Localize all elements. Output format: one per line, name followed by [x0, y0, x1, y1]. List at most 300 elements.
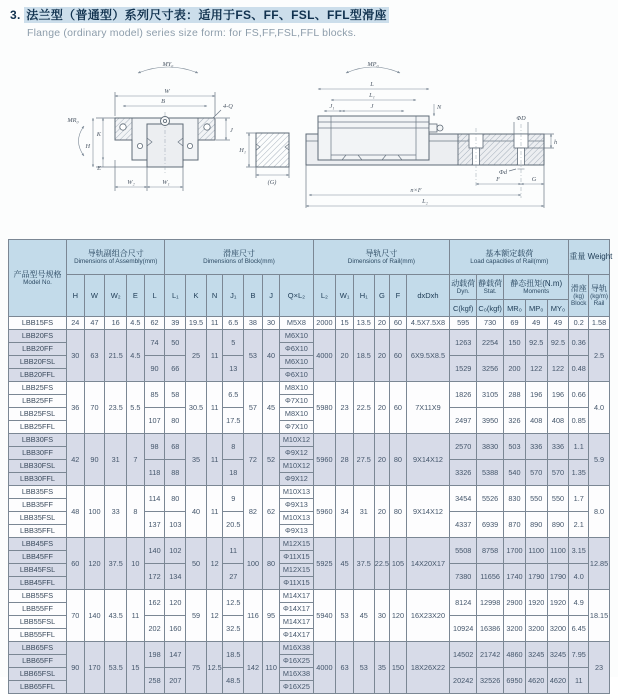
header-label: 产品型号规格 — [13, 269, 62, 279]
value-cell: 150 — [390, 642, 407, 694]
table-row — [9, 330, 610, 343]
model-cell: LBB30FS — [9, 434, 67, 447]
value-cell: 0.36 — [569, 330, 589, 356]
value-cell: Φ14X17 — [280, 629, 313, 642]
dim-label-w1: W₁ — [162, 179, 170, 186]
value-cell: 5508 — [450, 538, 477, 564]
header-label: (kg/m) — [590, 292, 608, 300]
value-cell: 32.5 — [223, 616, 244, 642]
value-cell: 85 — [144, 382, 165, 408]
value-cell: 4337 — [450, 512, 477, 538]
value-cell: 103 — [165, 512, 186, 538]
value-cell: 0.2 — [569, 317, 589, 330]
value-cell: 870 — [504, 512, 526, 538]
value-cell: 20242 — [450, 668, 477, 694]
value-cell: 2.5 — [589, 330, 610, 382]
value-cell: Φ9X13 — [280, 525, 313, 538]
header-cell — [477, 300, 504, 317]
value-cell: 33 — [105, 486, 127, 538]
value-cell: 11 — [127, 590, 145, 642]
size-table-wrap — [8, 239, 613, 694]
header-cell — [186, 275, 207, 317]
dim-label-w: W — [164, 88, 170, 95]
model-cell: LBB65FS — [9, 642, 67, 655]
value-cell: M6X10 — [280, 356, 313, 369]
value-cell: 7380 — [450, 564, 477, 590]
value-cell: Φ16X25 — [280, 681, 313, 694]
header-label: Dimensions of Block(mm) — [203, 257, 275, 265]
value-cell: 122 — [547, 356, 569, 382]
value-cell: 22.5 — [374, 538, 390, 590]
model-cell: LBB65FFL — [9, 681, 67, 694]
value-cell: 43.5 — [105, 590, 127, 642]
model-cell: LBB20FSL — [9, 356, 67, 369]
value-cell: 23.5 — [105, 382, 127, 434]
value-cell: 18.5 — [353, 330, 374, 382]
dim-label-b: B — [161, 98, 165, 105]
value-cell: 37.5 — [105, 538, 127, 590]
value-cell: 5960 — [313, 486, 336, 538]
value-cell: 137 — [144, 512, 165, 538]
header-cell — [262, 275, 280, 317]
value-cell: 35 — [374, 642, 390, 694]
header-label: K — [193, 291, 199, 300]
value-cell: 80 — [165, 408, 186, 434]
value-cell: 30 — [67, 330, 85, 382]
value-cell: M8X10 — [280, 382, 313, 395]
value-cell: 4.9 — [569, 590, 589, 616]
header-cell — [144, 275, 165, 317]
value-cell: 5.9 — [589, 434, 610, 486]
model-cell: LBB30FSL — [9, 460, 67, 473]
value-cell: 21.5 — [105, 330, 127, 382]
value-cell: 12.5 — [206, 642, 223, 694]
model-cell: LBB45FFL — [9, 577, 67, 590]
value-cell: 326 — [504, 408, 526, 434]
header-label: (kg) — [573, 292, 585, 300]
value-cell: 8 — [223, 434, 244, 460]
table-row — [9, 642, 610, 655]
table-row — [9, 382, 610, 395]
value-cell: 3326 — [450, 460, 477, 486]
page-subtitle: Flange (ordinary model) series size form: for FS,FF,FSL,FFL blocks. — [27, 27, 357, 39]
value-cell: 31 — [105, 434, 127, 486]
value-cell: 110 — [262, 642, 280, 694]
value-cell: 10924 — [450, 616, 477, 642]
value-cell: 3950 — [477, 408, 504, 434]
value-cell: 730 — [477, 317, 504, 330]
value-cell: 35 — [186, 434, 207, 486]
header-cell — [127, 275, 145, 317]
model-cell: LBB45FSL — [9, 564, 67, 577]
value-cell: 1529 — [450, 356, 477, 382]
table-body — [9, 317, 610, 694]
value-cell: 503 — [504, 434, 526, 460]
header-label: Rail — [593, 300, 605, 308]
value-cell: M5X8 — [280, 317, 313, 330]
dim-label-phid: Φd — [499, 169, 507, 176]
value-cell: M10X13 — [280, 486, 313, 499]
value-cell: 150 — [504, 330, 526, 356]
value-cell: 18.5 — [223, 642, 244, 668]
header-label: L — [152, 291, 157, 300]
value-cell: 1740 — [504, 564, 526, 590]
header-label: L₁ — [171, 291, 179, 300]
header-row — [9, 240, 610, 275]
value-cell: 3454 — [450, 486, 477, 512]
header-cell — [390, 275, 407, 317]
value-cell: 550 — [547, 486, 569, 512]
value-cell: 63 — [84, 330, 105, 382]
value-cell: 4860 — [504, 642, 526, 668]
value-cell: 40 — [186, 486, 207, 538]
value-cell: 4.5 — [127, 317, 145, 330]
value-cell: 2900 — [504, 590, 526, 616]
model-cell: LBB45FS — [9, 538, 67, 551]
value-cell: 66 — [165, 356, 186, 382]
header-cell — [374, 275, 390, 317]
value-cell: 68 — [165, 434, 186, 460]
value-cell: 8758 — [477, 538, 504, 564]
value-cell: Φ9X12 — [280, 473, 313, 486]
value-cell: 47 — [84, 317, 105, 330]
header-label: 基本额定载荷 — [485, 248, 534, 258]
header-cell — [206, 275, 223, 317]
value-cell: 45 — [336, 538, 354, 590]
value-cell: 80 — [390, 486, 407, 538]
value-cell: 3200 — [525, 616, 547, 642]
header-label: Dyn. — [456, 287, 470, 295]
header-label: MR₀ — [507, 303, 522, 313]
header-cell — [547, 300, 569, 317]
value-cell: 23 — [589, 642, 610, 694]
header-label: 导轨 — [591, 283, 608, 293]
value-cell: 11 — [569, 668, 589, 694]
header-label: H₁ — [359, 291, 368, 300]
header-label: dxDxh — [417, 291, 439, 300]
header-label: Stat. — [483, 287, 497, 295]
value-cell: 5526 — [477, 486, 504, 512]
value-cell: 15 — [336, 317, 354, 330]
value-cell: 1263 — [450, 330, 477, 356]
value-cell: 16 — [105, 317, 127, 330]
value-cell: 12.5 — [223, 590, 244, 616]
header-cell — [67, 275, 85, 317]
value-cell: 5388 — [477, 460, 504, 486]
header-cell — [589, 275, 610, 317]
value-cell: 18 — [223, 460, 244, 486]
value-cell: 53 — [244, 330, 263, 382]
value-cell: 5960 — [313, 434, 336, 486]
model-cell: LBB20FS — [9, 330, 67, 343]
value-cell: 25 — [186, 330, 207, 382]
value-cell: 160 — [165, 616, 186, 642]
header-cell — [165, 275, 186, 317]
header-cell — [313, 275, 336, 317]
cross-section-diagram — [60, 58, 304, 233]
value-cell: 49 — [525, 317, 547, 330]
value-cell: M12X15 — [280, 564, 313, 577]
value-cell: 92.5 — [547, 330, 569, 356]
table-row — [9, 434, 610, 447]
value-cell: 11 — [206, 317, 223, 330]
value-cell: 17.5 — [223, 408, 244, 434]
dim-label-g: G — [531, 176, 537, 183]
header-label: N — [211, 291, 218, 300]
value-cell: 20 — [374, 317, 390, 330]
value-cell: 140 — [144, 538, 165, 564]
value-cell: 12 — [206, 590, 223, 642]
value-cell: 52 — [262, 434, 280, 486]
dim-label-h1: H₁ — [239, 147, 246, 154]
header-cell — [223, 275, 244, 317]
value-cell: 70 — [67, 590, 85, 642]
header-label: 导轨尺寸 — [365, 248, 398, 258]
value-cell: 1790 — [525, 564, 547, 590]
value-cell: 4620 — [525, 668, 547, 694]
value-cell: 60 — [390, 317, 407, 330]
value-cell: 336 — [547, 434, 569, 460]
value-cell: 15 — [127, 642, 145, 694]
value-cell: M10X12 — [280, 460, 313, 473]
header-label: H — [72, 291, 79, 300]
value-cell: 5.5 — [127, 382, 145, 434]
value-cell: 102 — [165, 538, 186, 564]
value-cell: 11656 — [477, 564, 504, 590]
value-cell: 60 — [390, 382, 407, 434]
value-cell: M16X38 — [280, 668, 313, 681]
table-row — [9, 317, 610, 330]
header-label: MP₀ — [529, 303, 544, 313]
value-cell: 30.5 — [186, 382, 207, 434]
value-cell: 1.1 — [569, 434, 589, 460]
value-cell: 570 — [525, 460, 547, 486]
value-cell: 170 — [84, 642, 105, 694]
dim-label-h: H — [85, 143, 90, 150]
value-cell: 595 — [450, 317, 477, 330]
header-label: Dimensions of Assembly(mm) — [74, 257, 158, 265]
value-cell: 27.5 — [353, 434, 374, 486]
model-cell: LBB30FF — [9, 447, 67, 460]
value-cell: 63 — [336, 642, 354, 694]
value-cell: 7X11X9 — [406, 382, 450, 434]
header-cell — [105, 275, 127, 317]
value-cell: 16386 — [477, 616, 504, 642]
value-cell: 32526 — [477, 668, 504, 694]
header-label: E — [132, 291, 138, 300]
model-cell: LBB35FS — [9, 486, 67, 499]
dim-label-mpo: MP₀ — [367, 61, 379, 68]
value-cell: 3200 — [504, 616, 526, 642]
value-cell: 118 — [144, 460, 165, 486]
header-label: C₀(kgf) — [478, 303, 502, 313]
header-label: F — [395, 291, 401, 300]
value-cell: 3245 — [525, 642, 547, 668]
value-cell: 70 — [84, 382, 105, 434]
value-cell: 1.58 — [589, 317, 610, 330]
value-cell: 147 — [165, 642, 186, 668]
header-label: Q×L₂ — [287, 291, 306, 300]
dim-label-4q: 4-Q — [223, 103, 233, 110]
model-cell: LBB55FF — [9, 603, 67, 616]
model-cell: LBB30FFL — [9, 473, 67, 486]
value-cell: M12X15 — [280, 538, 313, 551]
value-cell: 90 — [67, 642, 85, 694]
value-cell: 18.15 — [589, 590, 610, 642]
value-cell: 45 — [353, 590, 374, 642]
value-cell: 53.5 — [105, 642, 127, 694]
value-cell: 162 — [144, 590, 165, 616]
header-label: W — [90, 291, 98, 300]
value-cell: 69 — [504, 317, 526, 330]
model-cell: LBB25FF — [9, 395, 67, 408]
value-cell: 38 — [244, 317, 263, 330]
value-cell: Φ6X10 — [280, 343, 313, 356]
value-cell: 58 — [165, 382, 186, 408]
value-cell: 7 — [127, 434, 145, 486]
value-cell: 3.15 — [569, 538, 589, 564]
value-cell: 36 — [67, 382, 85, 434]
model-cell: LBB20FF — [9, 343, 67, 356]
value-cell: 31 — [353, 486, 374, 538]
value-cell: 45 — [262, 382, 280, 434]
value-cell: 288 — [504, 382, 526, 408]
value-cell: Φ6X10 — [280, 369, 313, 382]
value-cell: 12 — [206, 538, 223, 590]
header-cell — [450, 300, 477, 317]
value-cell: M10X12 — [280, 434, 313, 447]
value-cell: 890 — [525, 512, 547, 538]
header-label: G — [378, 291, 385, 300]
value-cell: 74 — [144, 330, 165, 356]
header-label: B — [250, 291, 256, 300]
value-cell: M14X17 — [280, 590, 313, 603]
value-cell: 140 — [84, 590, 105, 642]
value-cell: 6.5 — [223, 382, 244, 408]
value-cell: 100 — [84, 486, 105, 538]
header-cell — [504, 300, 526, 317]
value-cell: 196 — [525, 382, 547, 408]
value-cell: 3256 — [477, 356, 504, 382]
value-cell: 75 — [186, 642, 207, 694]
value-cell: 20 — [374, 434, 390, 486]
header-cell — [280, 275, 313, 317]
value-cell: 408 — [547, 408, 569, 434]
value-cell: 2.1 — [569, 512, 589, 538]
header-cell — [67, 240, 165, 275]
value-cell: 72 — [244, 434, 263, 486]
model-cell: LBB25FSL — [9, 408, 67, 421]
value-cell: 1.7 — [569, 486, 589, 512]
value-cell: 336 — [525, 434, 547, 460]
value-cell: 105 — [390, 538, 407, 590]
value-cell: M16X38 — [280, 642, 313, 655]
value-cell: 1100 — [525, 538, 547, 564]
value-cell: 8 — [127, 486, 145, 538]
value-cell: 3105 — [477, 382, 504, 408]
value-cell: 4.0 — [589, 382, 610, 434]
header-label: MY₀ — [550, 303, 566, 313]
value-cell: 20 — [374, 486, 390, 538]
dim-label-h-depth: h — [554, 139, 558, 146]
dim-label-n: N — [437, 104, 442, 111]
header-label: L₂ — [320, 291, 328, 300]
header-label: 静载荷 — [478, 278, 503, 288]
value-cell: 92.5 — [525, 330, 547, 356]
value-cell: 80 — [165, 486, 186, 512]
value-cell: Φ7X10 — [280, 421, 313, 434]
header-label: W₂ — [110, 291, 121, 300]
value-cell: 570 — [547, 460, 569, 486]
header-label: W₁ — [339, 291, 350, 300]
value-cell: 6950 — [504, 668, 526, 694]
header-cell — [84, 275, 105, 317]
value-cell: 196 — [547, 382, 569, 408]
value-cell: 100 — [244, 538, 263, 590]
value-cell: 11 — [206, 330, 223, 382]
header-label: Dimensions of Rail(mm) — [347, 257, 415, 265]
value-cell: 30 — [262, 317, 280, 330]
value-cell: 98 — [144, 434, 165, 460]
value-cell: 408 — [525, 408, 547, 434]
value-cell: 13 — [223, 356, 244, 382]
dim-label-phiD: ΦD — [516, 115, 526, 122]
dim-label-f: F — [496, 176, 500, 183]
value-cell: 122 — [525, 356, 547, 382]
value-cell: 1790 — [547, 564, 569, 590]
value-cell: 27 — [223, 564, 244, 590]
value-cell: 53 — [336, 590, 354, 642]
value-cell: 116 — [244, 590, 263, 642]
header-label: 静态扭矩(N.m) — [510, 278, 563, 288]
value-cell: 4000 — [313, 330, 336, 382]
model-cell: LBB55FS — [9, 590, 67, 603]
value-cell: 0.66 — [569, 382, 589, 408]
value-cell: 16X23X20 — [406, 590, 450, 642]
page-title — [10, 6, 389, 23]
header-label: Block — [571, 300, 587, 308]
value-cell: 11 — [206, 434, 223, 486]
header-row — [9, 275, 610, 300]
value-cell: 57 — [244, 382, 263, 434]
title-text-cn: 法兰型（普通型）系列尺寸表：适用于FS、FF、FSL、FFL型滑座 — [26, 8, 387, 22]
value-cell: 0.85 — [569, 408, 589, 434]
value-cell: 6939 — [477, 512, 504, 538]
value-cell: 12.85 — [589, 538, 610, 590]
side-view-diagram — [306, 58, 562, 218]
value-cell: 890 — [547, 512, 569, 538]
header-cell — [477, 275, 504, 300]
value-cell: M10X13 — [280, 512, 313, 525]
value-cell: 90 — [84, 434, 105, 486]
value-cell: 62 — [144, 317, 165, 330]
value-cell: 5940 — [313, 590, 336, 642]
value-cell: 172 — [144, 564, 165, 590]
value-cell: 7.95 — [569, 642, 589, 668]
value-cell: 8.0 — [589, 486, 610, 538]
value-cell: 120 — [165, 590, 186, 616]
dim-label-nxf: n×F — [410, 187, 422, 194]
value-cell: 258 — [144, 668, 165, 694]
header-label: 滑座尺寸 — [222, 248, 255, 258]
value-cell: 11 — [206, 486, 223, 538]
dim-label-k: K — [96, 131, 101, 138]
value-cell: 48.5 — [223, 668, 244, 694]
value-cell: 4620 — [547, 668, 569, 694]
value-cell: 107 — [144, 408, 165, 434]
model-cell: LBB25FFL — [9, 421, 67, 434]
value-cell: 2254 — [477, 330, 504, 356]
